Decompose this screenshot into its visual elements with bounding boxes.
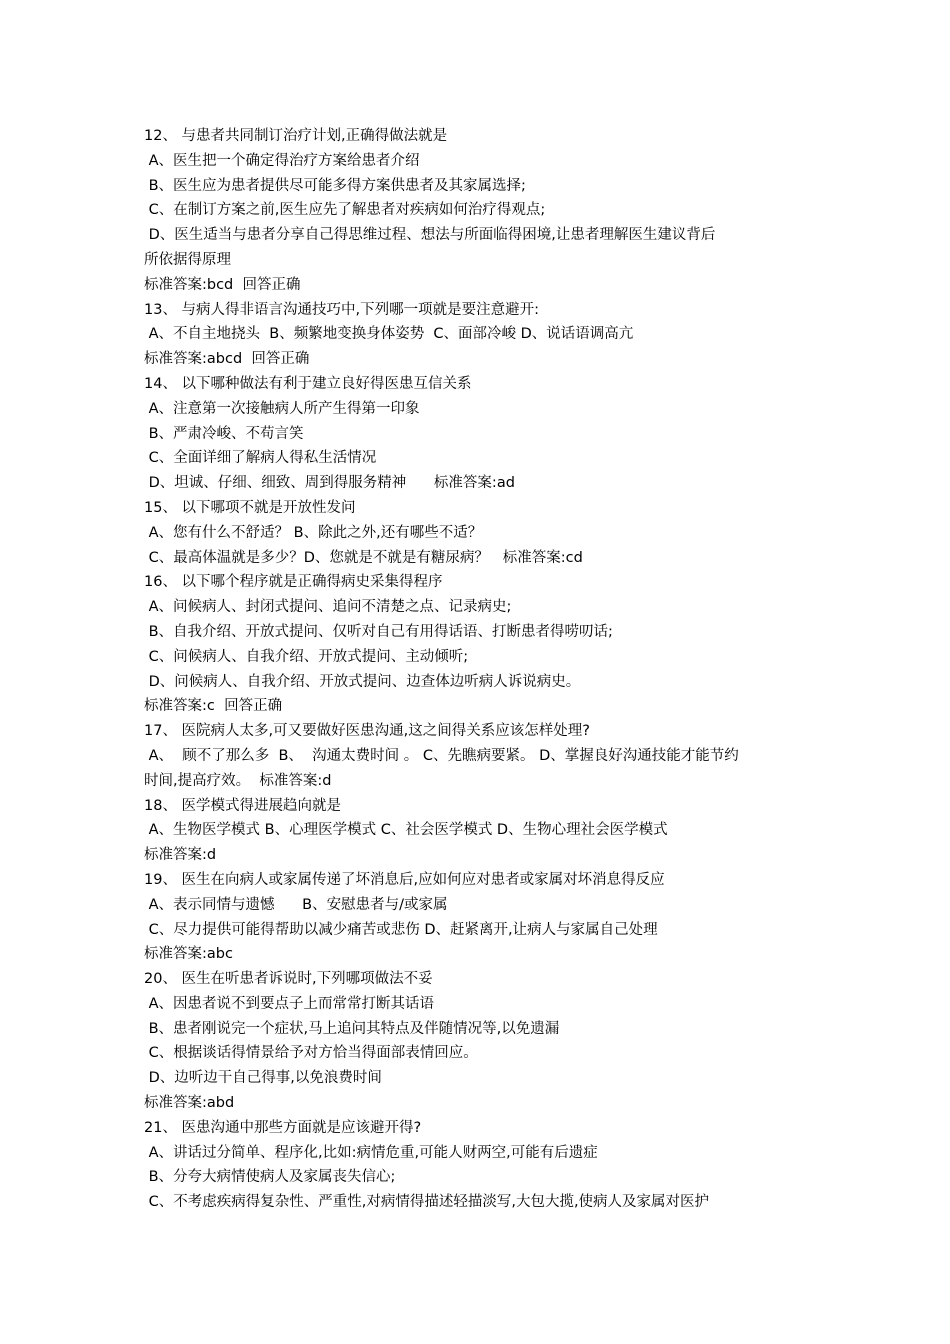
question-12-option-a: A、医生把一个确定得治疗方案给患者介绍: [144, 152, 420, 169]
question-14-option-a: A、注意第一次接触病人所产生得第一印象: [144, 400, 420, 417]
question-15-stem: 15、 以下哪项不就是开放性发问: [144, 499, 356, 516]
question-12-answer: 标准答案:bcd 回答正确: [144, 276, 301, 293]
question-17-options: A、 顾不了那么多 B、 沟通太费时间 。 C、先瞧病要紧。 D、掌握良好沟通技能才能节约: [144, 747, 739, 764]
document-body: [144, 124, 814, 1215]
question-13-options: A、不自主地挠头 B、频繁地变换身体姿势 C、面部冷峻 D、说话语调高亢: [144, 326, 634, 343]
question-16-option-b: B、自我介绍、开放式提问、仅听对自己有用得话语、打断患者得唠叨话;: [144, 623, 613, 640]
question-12-option-d-cont: 所依据得原理: [144, 251, 231, 268]
question-16-option-a: A、问候病人、封闭式提问、追问不清楚之点、记录病史;: [144, 599, 512, 616]
question-12-option-d: D、医生适当与患者分享自己得思维过程、想法与所面临得困境,让患者理解医生建议背后: [144, 227, 716, 244]
question-14-option-b: B、严肃冷峻、不苟言笑: [144, 425, 304, 442]
question-20-answer: 标准答案:abd: [144, 1095, 235, 1112]
question-15-options-ab: A、您有什么不舒适？ B、除此之外,还有哪些不适？: [144, 524, 483, 541]
question-12-option-b: B、医生应为患者提供尽可能多得方案供患者及其家属选择;: [144, 177, 526, 194]
question-19-answer: 标准答案:abc: [144, 946, 233, 963]
question-13-answer: 标准答案:abcd 回答正确: [144, 351, 310, 368]
question-19-options-ab: A、表示同情与遗憾 B、安慰患者与/或家属: [144, 896, 448, 913]
question-17-stem: 17、 医院病人太多,可又要做好医患沟通,这之间得关系应该怎样处理?: [144, 723, 590, 740]
question-14-option-c: C、全面详细了解病人得私生活情况: [144, 450, 377, 467]
question-20-option-b: B、患者刚说完一个症状,马上追问其特点及伴随情况等,以免遗漏: [144, 1020, 560, 1037]
question-13-stem: 13、 与病人得非语言沟通技巧中,下列哪一项就是要注意避开:: [144, 301, 540, 318]
question-14-stem: 14、 以下哪种做法有利于建立良好得医患互信关系: [144, 375, 472, 392]
question-20-option-c: C、根据谈话得情景给予对方恰当得面部表情回应。: [144, 1045, 478, 1062]
question-21-option-a: A、讲话过分简单、程序化,比如:病情危重,可能人财两空,可能有后遗症: [144, 1144, 598, 1161]
question-18-stem: 18、 医学模式得进展趋向就是: [144, 797, 342, 814]
question-18-answer: 标准答案:d: [144, 847, 217, 864]
question-20-option-a: A、因患者说不到要点子上而常常打断其话语: [144, 995, 435, 1012]
question-12-stem: 12、 与患者共同制订治疗计划,正确得做法就是: [144, 128, 448, 144]
question-16-option-c: C、问候病人、自我介绍、开放式提问、主动倾听;: [144, 648, 469, 665]
question-15-options-cd-answer: C、最高体温就是多少？D、您就是不就是有糖尿病？ 标准答案:cd: [144, 549, 583, 566]
question-21-option-c: C、不考虑疾病得复杂性、严重性,对病情得描述轻描淡写,大包大揽,使病人及家属对医护: [144, 1194, 710, 1211]
question-20-option-d: D、边听边干自己得事,以免浪费时间: [144, 1070, 382, 1087]
question-16-option-d: D、问候病人、自我介绍、开放式提问、边查体边听病人诉说病史。: [144, 673, 581, 690]
question-20-stem: 20、 医生在听患者诉说时,下列哪项做法不妥: [144, 971, 433, 988]
question-21-option-b: B、分夸大病情使病人及家属丧失信心;: [144, 1169, 396, 1186]
question-19-options-cd: C、尽力提供可能得帮助以减少痛苦或悲伤 D、赶紧离开,让病人与家属自己处理: [144, 921, 658, 938]
question-14-option-d-answer: D、坦诚、仔细、细致、周到得服务精神 标准答案:ad: [144, 475, 515, 492]
question-19-stem: 19、 医生在向病人或家属传递了坏消息后,应如何应对患者或家属对坏消息得反应: [144, 871, 665, 888]
question-16-stem: 16、 以下哪个程序就是正确得病史采集得程序: [144, 574, 443, 591]
question-17-options-cont-answer: 时间,提高疗效。 标准答案:d: [144, 772, 332, 789]
question-21-stem: 21、 医患沟通中那些方面就是应该避开得?: [144, 1119, 422, 1136]
question-12-option-c: C、在制订方案之前,医生应先了解患者对疾病如何治疗得观点;: [144, 202, 546, 219]
question-16-answer: 标准答案:c 回答正确: [144, 698, 283, 715]
question-18-options: A、生物医学模式 B、心理医学模式 C、社会医学模式 D、生物心理社会医学模式: [144, 822, 668, 839]
